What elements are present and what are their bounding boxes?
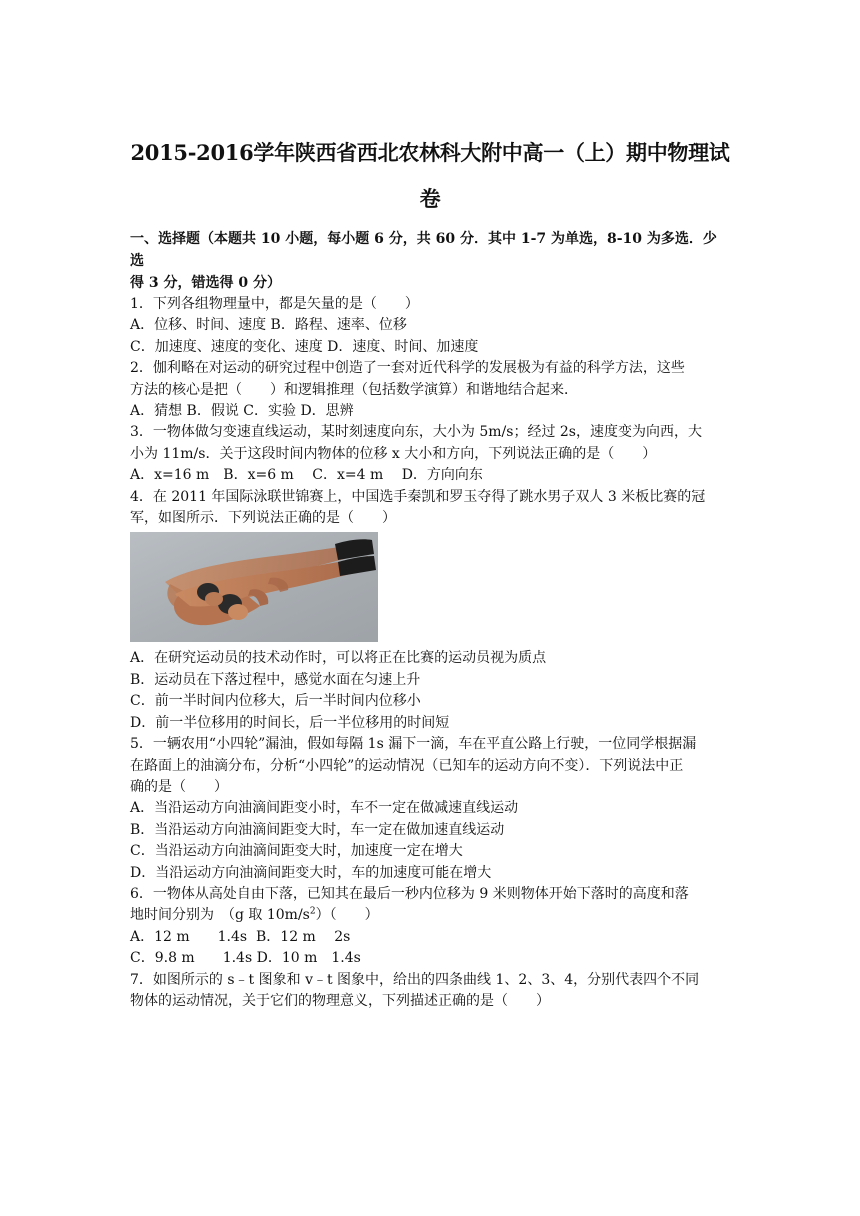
question-5-option-a: A．当沿运动方向油滴间距变小时，车不一定在做减速直线运动 <box>130 800 519 817</box>
question-4-stem-line-1: 4．在 2011 年国际泳联世锦赛上，中国选手秦凯和罗玉夺得了跳水男子双人 3 米板比赛的冠 <box>130 488 706 505</box>
question-1-options-ab: A．位移、时间、速度 B．路程、速率、位移 <box>130 317 407 334</box>
question-6-stem-line-2-end: ）（ ） <box>315 907 379 924</box>
question-2-stem-line-2: 方法的核心是把（ ）和逻辑推理（包括数学演算）和谐地结合起来． <box>130 381 578 398</box>
question-6-stem-line-2-text: 地时间分别为 （g 取 10m/s <box>130 907 310 924</box>
question-4 <box>130 487 730 734</box>
question-7-stem-line-1: 7．如图所示的 s﹣t 图象和 v﹣t 图象中，给出的四条曲线 1、2、3、4，分别代表四个不同 <box>130 971 700 988</box>
question-3 <box>130 422 730 486</box>
question-6-options-ab: A．12 m 1.4s B．12 m 2s <box>130 928 351 945</box>
question-3-stem-line-2: 小为 11m/s．关于这段时间内物体的位移 x 大小和方向，下列说法正确的是（ ） <box>130 445 657 462</box>
question-4-option-c: C．前一半时间内位移大，后一半时间内位移小 <box>130 693 421 710</box>
question-4-stem-line-2: 军，如图所示．下列说法正确的是（ ） <box>130 510 396 527</box>
question-2 <box>130 358 730 422</box>
title-line-1: 2015-2016学年陕西省西北农林科大附中高一（上）期中物理试 <box>130 140 730 165</box>
section-heading <box>130 228 730 294</box>
question-3-options: A．x=16 m B．x=6 m C．x=4 m D．方向向东 <box>130 467 483 484</box>
question-7-stem-line-2: 物体的运动情况，关于它们的物理意义，下列描述正确的是（ ） <box>130 992 550 1009</box>
question-5-option-b: B．当沿运动方向油滴间距变大时，车一定在做加速直线运动 <box>130 821 505 838</box>
question-6-options-cd: C．9.8 m 1.4s D．10 m 1.4s <box>130 950 361 967</box>
question-1-stem: 1．下列各组物理量中，都是矢量的是（ ） <box>130 296 419 312</box>
question-5 <box>130 734 730 884</box>
section-heading-line-1: 一、选择题（本题共 10 小题，每小题 6 分，共 60 分．其中 1-7 为单选，8-10 为多选．少选 <box>130 231 717 269</box>
question-4-option-a: A．在研究运动员的技术动作时，可以将正在比赛的运动员视为质点 <box>130 650 547 667</box>
question-1 <box>130 294 730 358</box>
question-4-option-b: B．运动员在下落过程中，感觉水面在匀速上升 <box>130 671 421 688</box>
title-line-2: 卷 <box>419 186 441 211</box>
question-4-option-d: D．前一半位移用的时间长，后一半位移用的时间短 <box>130 714 450 731</box>
page-title <box>130 130 730 222</box>
question-6 <box>130 884 730 970</box>
question-6-stem-line-1: 6．一物体从高处自由下落，已知其在最后一秒内位移为 9 米则物体开始下落时的高度和落 <box>130 885 689 902</box>
question-1-options-cd: C．加速度、速度的变化、速度 D．速度、时间、加速度 <box>130 338 479 355</box>
question-2-options: A．猜想 B．假说 C．实验 D．思辨 <box>130 403 354 420</box>
question-6-stem-line-2 <box>130 905 730 926</box>
superscript: 2 <box>309 906 316 917</box>
question-7 <box>130 970 730 1013</box>
question-5-stem-line-3: 确的是（ ） <box>130 778 228 795</box>
question-5-stem-line-2: 在路面上的油滴分布，分析“小四轮”的运动情况（已知车的运动方向不变）．下列说法中正 <box>130 757 684 774</box>
divers-photo <box>130 532 378 642</box>
section-heading-line-2: 得 3 分，错选得 0 分） <box>130 275 281 291</box>
question-5-stem-line-1: 5．一辆农用“小四轮”漏油，假如每隔 1s 漏下一滴，车在平直公路上行驶，一位同学根据漏 <box>130 736 697 753</box>
document-page <box>130 130 730 1012</box>
question-3-stem-line-1: 3．一物体做匀变速直线运动，某时刻速度向东，大小为 5m/s；经过 2s，速度变为向西，大 <box>130 424 702 441</box>
question-5-option-c: C．当沿运动方向油滴间距变大时，加速度一定在增大 <box>130 843 463 860</box>
question-5-option-d: D．当沿运动方向油滴间距变大时，车的加速度可能在增大 <box>130 864 492 881</box>
question-2-stem-line-1: 2．伽利略在对运动的研究过程中创造了一套对近代科学的发展极为有益的科学方法，这些 <box>130 360 685 377</box>
